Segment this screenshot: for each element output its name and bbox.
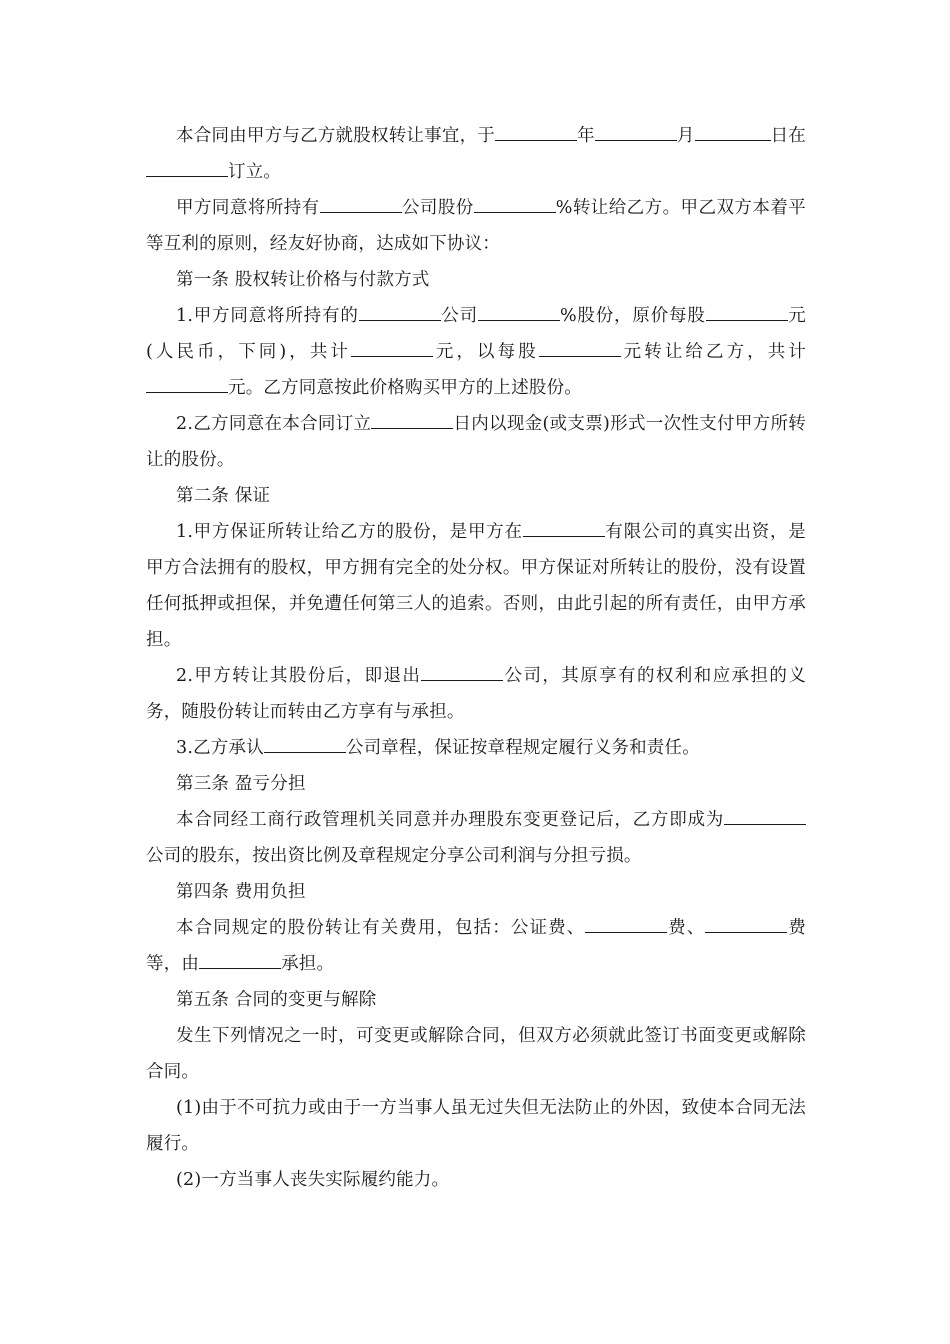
- intro-paragraph: [146, 118, 806, 190]
- article-2-title: 第二条 保证: [176, 486, 271, 506]
- contract-body: [146, 118, 806, 1198]
- text: 公司: [440, 306, 478, 326]
- blank-company[interactable]: [523, 520, 605, 537]
- text: 元，以每股: [433, 342, 539, 362]
- article-2-clause-3: [146, 730, 806, 766]
- blank-company[interactable]: [320, 196, 402, 213]
- blank-payer[interactable]: [199, 952, 281, 969]
- blank-fee-type-1[interactable]: [585, 916, 667, 933]
- article-3-clause: [146, 802, 806, 874]
- blank-company[interactable]: [421, 664, 503, 681]
- article-2-clause-1: [146, 514, 806, 658]
- text: %转让给乙方。甲乙双方本着平等互利的原则，经友好协商，达成如下协议：: [146, 198, 806, 254]
- text: 元(人民币，下同)，共计: [146, 306, 806, 362]
- text: 1.甲方保证所转让给乙方的股份，是甲方在: [176, 522, 523, 542]
- article-1-clause-1: [146, 298, 806, 406]
- blank-total[interactable]: [351, 340, 433, 357]
- text: 承担。: [281, 954, 335, 974]
- article-3-title: 第三条 盈亏分担: [176, 774, 306, 794]
- blank-percent[interactable]: [474, 196, 556, 213]
- article-5-title: 第五条 合同的变更与解除: [176, 990, 377, 1010]
- blank-month[interactable]: [595, 124, 677, 141]
- article-2-clause-2: [146, 658, 806, 730]
- text: 费等，由: [146, 918, 807, 974]
- text: 本合同经工商行政管理机关同意并办理股东变更登记后，乙方即成为: [176, 810, 724, 830]
- text: 月: [676, 126, 695, 146]
- blank-original-price[interactable]: [706, 304, 788, 321]
- article-5-clause: 发生下列情况之一时，可变更或解除合同，但双方必须就此签订书面变更或解除合同。: [146, 1026, 806, 1082]
- text: 1.甲方同意将所持有的: [176, 306, 359, 326]
- text: 本合同由甲方与乙方就股权转让事宜，于: [176, 126, 496, 146]
- article-1-clause-2: [146, 406, 806, 478]
- blank-days[interactable]: [371, 412, 453, 429]
- blank-grand-total[interactable]: [146, 376, 228, 393]
- text: 公司的股东，按出资比例及章程规定分享公司利润与分担亏损。: [146, 846, 642, 866]
- text: 年: [577, 126, 595, 146]
- article-4-clause: [146, 910, 806, 982]
- text: 费、: [667, 918, 706, 938]
- text: 日内以现金(或支票)形式一次性支付甲方所转让的股份。: [146, 414, 806, 470]
- text: 订立。: [228, 162, 282, 182]
- blank-fee-type-2[interactable]: [705, 916, 787, 933]
- text: 公司，其原享有的权利和应承担的义务，随股份转让而转由乙方享有与承担。: [146, 666, 807, 722]
- blank-company[interactable]: [724, 808, 806, 825]
- text: 公司章程，保证按章程规定履行义务和责任。: [345, 738, 700, 758]
- blank-price-per-share[interactable]: [539, 340, 621, 357]
- text: 公司股份: [401, 198, 474, 218]
- blank-company[interactable]: [359, 304, 441, 321]
- text: 有限公司的真实出资，是甲方合法拥有的股权，甲方拥有完全的处分权。甲方保证对所转让的股份，没有设置任何抵押或担保，并免遭任何第三人的追索。否则，由此引起的所有责任，由甲方承担。: [146, 522, 806, 650]
- text: 3.乙方承认: [176, 738, 264, 758]
- article-5-item-1: (1)由于不可抗力或由于一方当事人虽无过失但无法防止的外因，致使本合同无法履行。: [146, 1098, 806, 1154]
- article-5-item-2: (2)一方当事人丧失实际履约能力。: [176, 1170, 450, 1190]
- text: 甲方同意将所持有: [176, 198, 320, 218]
- text: 2.乙方同意在本合同订立: [176, 414, 372, 434]
- article-1-title: 第一条 股权转让价格与付款方式: [176, 270, 430, 290]
- blank-place[interactable]: [146, 160, 228, 177]
- article-4-title: 第四条 费用负担: [176, 882, 306, 902]
- blank-percent[interactable]: [478, 304, 560, 321]
- blank-year[interactable]: [495, 124, 577, 141]
- blank-day[interactable]: [695, 124, 771, 141]
- text: %股份，原价每股: [559, 306, 706, 326]
- agreement-paragraph: [146, 190, 806, 262]
- blank-company[interactable]: [264, 736, 346, 753]
- text: 本合同规定的股份转让有关费用，包括：公证费、: [176, 918, 586, 938]
- text: 2.甲方转让其股份后，即退出: [176, 666, 422, 686]
- text: 元。乙方同意按此价格购买甲方的上述股份。: [228, 378, 582, 398]
- text: 元转让给乙方，共计: [620, 342, 806, 362]
- text: 日在: [770, 126, 806, 146]
